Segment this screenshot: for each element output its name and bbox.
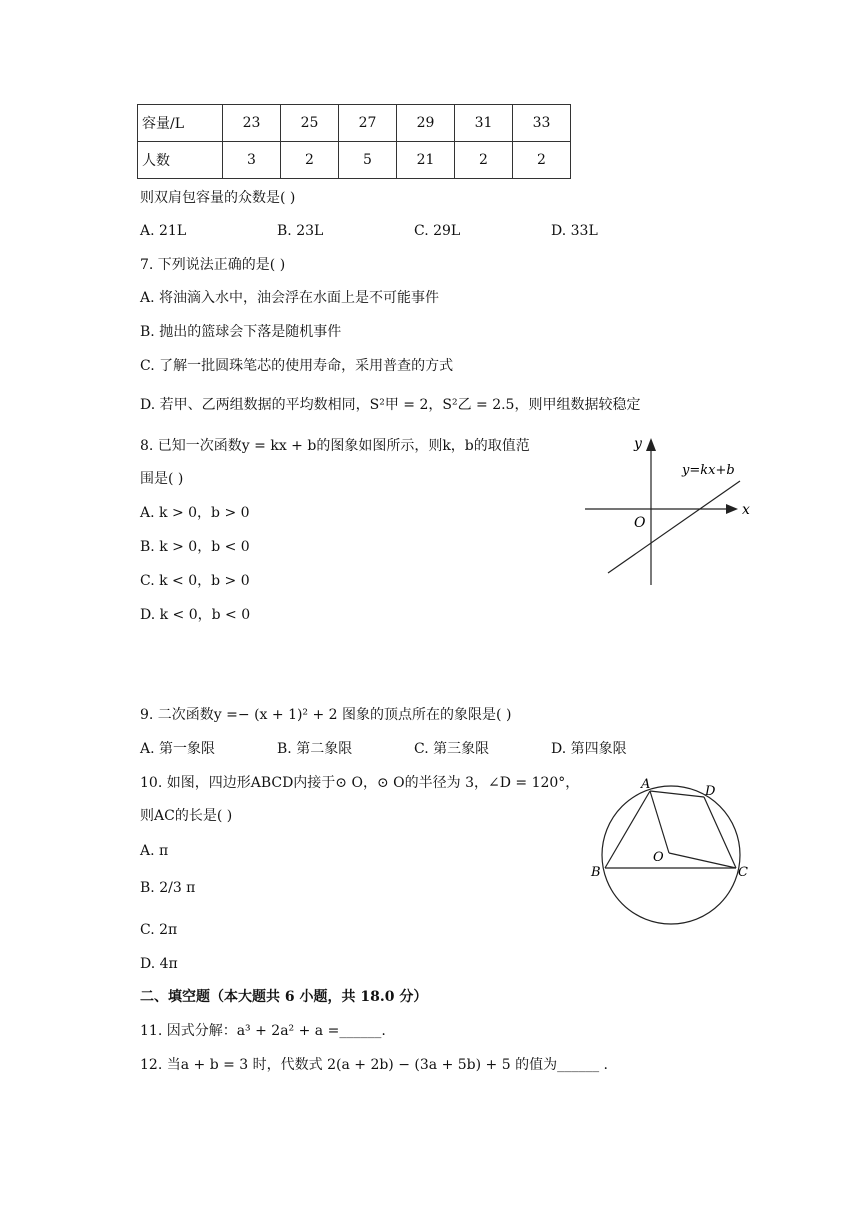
table-header-cell: 容量/L	[138, 105, 223, 142]
q9-option-b: B. 第二象限	[277, 741, 353, 757]
table-header-cell: 人数	[138, 142, 223, 179]
segment-oc	[669, 853, 736, 868]
segment-dc	[704, 797, 736, 868]
q8-option-d: D. k < 0，b < 0	[140, 607, 251, 623]
q10-stem-line1: 10. 如图，四边形ABCD内接于⊙ O，⊙ O的半径为 3，∠D = 120°，	[140, 775, 580, 791]
point-a-label: A	[641, 777, 651, 792]
q6-option-c: C. 29L	[414, 223, 461, 239]
x-axis-label: x	[742, 502, 750, 518]
q6-stem: 则双肩包容量的众数是( )	[140, 190, 296, 206]
q12-stem: 12. 当a + b = 3 时，代数式 2(a + 2b) − (3a + 5b) + 5 的值为______ .	[140, 1057, 608, 1073]
segment-ab	[605, 791, 650, 868]
line-label: y=kx+b	[682, 463, 735, 478]
function-line	[608, 481, 740, 573]
q7-option-b: B. 抛出的篮球会下落是随机事件	[140, 324, 342, 340]
q9-option-c: C. 第三象限	[414, 741, 490, 757]
x-axis-arrow	[726, 504, 738, 514]
q10-option-a: A. π	[140, 843, 169, 859]
origin-label: O	[634, 515, 646, 531]
section-title: 二、填空题（本大题共 6 小题，共 18.0 分）	[140, 989, 428, 1005]
table-cell: 23	[223, 105, 281, 142]
q10-option-b: B. 2/3 π	[140, 880, 196, 896]
table-cell: 33	[513, 105, 571, 142]
table-cell: 21	[397, 142, 455, 179]
q8-option-c: C. k < 0，b > 0	[140, 573, 250, 589]
q8-stem-line1: 8. 已知一次函数y = kx + b的图象如图所示，则k，b的取值范	[140, 438, 530, 454]
q6-option-d: D. 33L	[551, 223, 598, 239]
table-cell: 3	[223, 142, 281, 179]
point-d-label: D	[705, 784, 716, 799]
y-axis-label: y	[634, 436, 642, 452]
q8-option-a: A. k > 0，b > 0	[140, 505, 250, 521]
y-axis-arrow	[646, 438, 656, 451]
q9-option-d: D. 第四象限	[551, 741, 627, 757]
q11-stem: 11. 因式分解：a³ + 2a² + a =______.	[140, 1023, 386, 1039]
q7-stem: 7. 下列说法正确的是( )	[140, 257, 286, 273]
table-cell: 31	[455, 105, 513, 142]
table-cell: 27	[339, 105, 397, 142]
point-c-label: C	[738, 865, 748, 880]
point-o-label: O	[653, 850, 664, 865]
q10-option-c: C. 2π	[140, 922, 178, 938]
q6-option-a: A. 21L	[140, 223, 187, 239]
q9-stem: 9. 二次函数y =− (x + 1)² + 2 图象的顶点所在的象限是( )	[140, 707, 512, 723]
q9-option-a: A. 第一象限	[140, 741, 216, 757]
q6-option-b: B. 23L	[277, 223, 324, 239]
point-b-label: B	[591, 865, 601, 880]
circle-o	[602, 786, 740, 924]
table-row	[138, 142, 571, 179]
q8-option-b: B. k > 0，b < 0	[140, 539, 250, 555]
q7-option-d: D. 若甲、乙两组数据的平均数相同，S²甲 = 2，S²乙 = 2.5，则甲组数据较稳定	[140, 397, 641, 413]
q8-graph-figure	[580, 430, 760, 590]
table-cell: 2	[513, 142, 571, 179]
table-cell: 2	[281, 142, 339, 179]
table-cell: 29	[397, 105, 455, 142]
q7-option-a: A. 将油滴入水中，油会浮在水面上是不可能事件	[140, 290, 440, 306]
table-cell: 2	[455, 142, 513, 179]
q8-stem-line2: 围是( )	[140, 471, 184, 487]
segment-ad	[650, 791, 704, 797]
table-row	[138, 105, 571, 142]
capacity-table	[137, 104, 571, 179]
segment-ao	[650, 791, 669, 853]
q10-circle-figure	[585, 775, 755, 935]
q7-option-c: C. 了解一批圆珠笔芯的使用寿命，采用普查的方式	[140, 358, 454, 374]
q10-stem-line2: 则AC的长是( )	[140, 808, 233, 824]
table-cell: 25	[281, 105, 339, 142]
table-cell: 5	[339, 142, 397, 179]
q10-option-d: D. 4π	[140, 956, 178, 972]
